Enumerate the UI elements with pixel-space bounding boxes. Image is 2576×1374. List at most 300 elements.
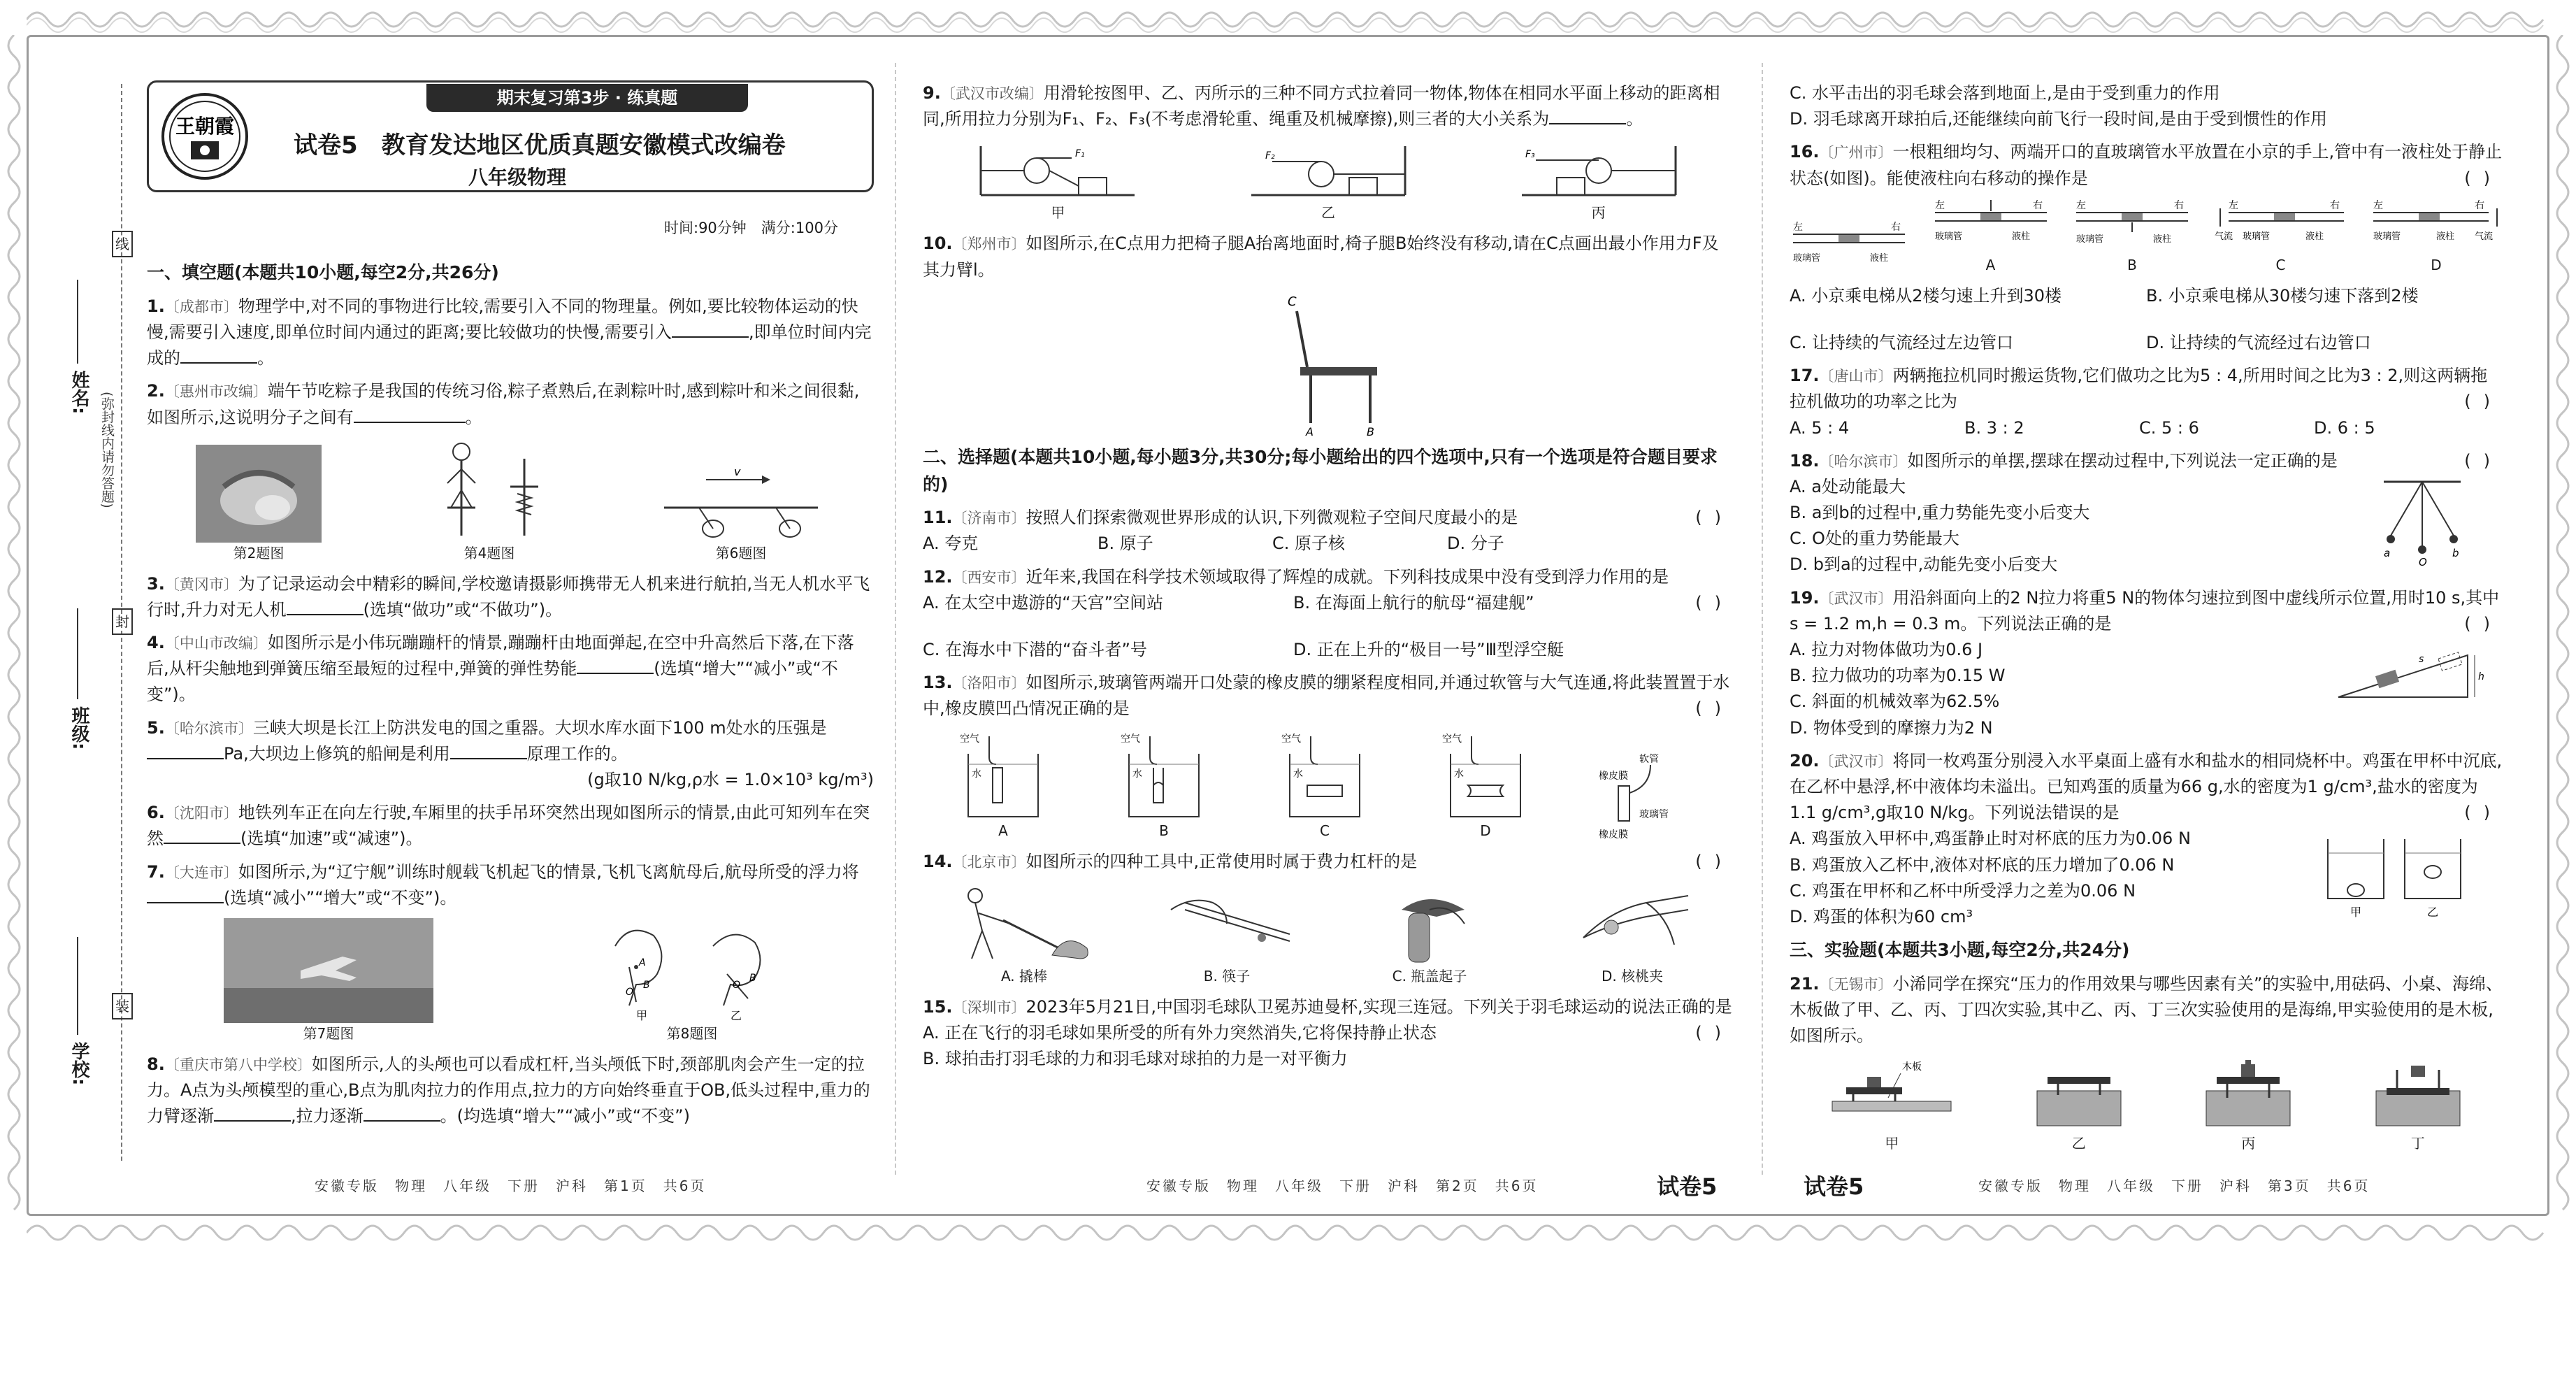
figure-q13 (923, 729, 1734, 842)
question-number: 19. (1790, 587, 1820, 608)
beaker-d[interactable] (1437, 729, 1534, 842)
question-10 (923, 231, 1734, 282)
question-number: 7. (147, 861, 165, 882)
paper-subject: 八年级物理 (468, 166, 567, 189)
question-text: 。 (1626, 109, 1643, 129)
question-source: 〔哈尔滨市〕 (164, 720, 253, 737)
figure-label: D (1480, 822, 1491, 839)
bottle-opener-icon (1360, 882, 1499, 966)
option-d[interactable]: D. b到a的过程中,动能先变小后变大 (1790, 554, 2058, 575)
svg-text:O: O (626, 986, 634, 998)
question-source: 〔大连市〕 (164, 864, 238, 881)
egg-beakers-icon (2321, 829, 2475, 919)
chopsticks-icon (1157, 882, 1297, 966)
question-source: 〔武汉市〕 (1819, 589, 1893, 607)
direction-label: 右 (2174, 199, 2184, 211)
figure-label: C (1320, 822, 1330, 839)
air-label: 空气 (1121, 733, 1140, 745)
option-b[interactable]: B. a到b的过程中,重力势能先变小后变大 (1790, 503, 2090, 523)
svg-text:h: h (2478, 671, 2484, 682)
question-number: 16. (1790, 142, 1820, 162)
question-source: 〔武汉市改编〕 (940, 85, 1044, 102)
question-text: (选填“加速”或“减速”)。 (240, 829, 423, 849)
question-number: 17. (1790, 366, 1820, 386)
figure-label: 丙 (2241, 1135, 2256, 1152)
head-lever-icon (587, 918, 797, 1023)
svg-text:B: B (1367, 424, 1374, 437)
air-label: 空气 (960, 733, 979, 745)
option-a[interactable]: A. 夸克 (923, 534, 979, 554)
figure-q2 (196, 445, 322, 564)
tube-figure-b[interactable] (2073, 199, 2192, 276)
answer-blank[interactable] (147, 887, 224, 903)
option-b[interactable]: B. 鸡蛋放入乙杯中,液体对杯底的压力增加了0.06 N (1790, 854, 2175, 875)
pulley-icon (974, 139, 1142, 202)
figure-caption: 第8题图 (666, 1024, 718, 1042)
option-d[interactable]: D. 6 : 5 (2314, 417, 2375, 438)
figure-q4 (419, 438, 559, 564)
tube-label: 玻璃管 (2373, 231, 2401, 242)
question-text: ,拉力逐渐 (291, 1106, 364, 1126)
option-a[interactable]: A. 5 : 4 (1790, 417, 1850, 438)
question-number: 4. (147, 633, 165, 653)
question-text: 如图所示,为“辽宁舰”训练时舰载飞机起飞的情景,飞机飞离航母后,航母所受的浮力将 (238, 861, 859, 882)
option-b[interactable]: B. 3 : 2 (1964, 417, 2024, 438)
option-d[interactable]: D. 分子 (1447, 534, 1504, 554)
question-source: 〔唐山市〕 (1819, 368, 1893, 385)
question-source: 〔洛阳市〕 (952, 675, 1026, 692)
tube-figure-c[interactable] (2215, 199, 2347, 276)
question-20 (1790, 748, 2503, 930)
question-number: 5. (147, 717, 165, 738)
answer-blank[interactable] (672, 321, 749, 338)
question-text: 如图所示,玻璃管两端开口处蒙的橡皮膜的绷紧程度相同,并通过软管与大气连通,将此装置置于水中,橡皮膜凹凸情况正确的是 (923, 673, 1730, 719)
question-16 (1790, 139, 2503, 191)
crowbar-icon (954, 882, 1094, 966)
column-divider-1 (895, 63, 896, 1175)
wavy-border-right (2552, 35, 2574, 1216)
direction-label: 左 (2076, 199, 2086, 211)
question-11 (923, 505, 1734, 557)
answer-paren[interactable]: () (1695, 851, 1734, 871)
paper-label-right: 试卷5 (1804, 1173, 1864, 1200)
option-c: C. 瓶盖起子 (1392, 967, 1467, 985)
answer-paren[interactable]: () (1695, 699, 1734, 719)
svg-text:A: A (639, 957, 646, 968)
wavy-border-left (3, 35, 25, 1216)
zongzi-photo-icon (196, 445, 322, 543)
nutcracker-icon (1562, 882, 1702, 966)
liquid-label: 液柱 (1870, 252, 1889, 264)
question-number: 18. (1790, 450, 1820, 471)
question-text: 如图所示是小伟玩蹦蹦杆的情景,蹦蹦杆由地面弹起,在空中升高然后下落,在下落后,从杆尖触地到弹簧压缩至最短的过程中,弹簧的弹性势能 (147, 633, 854, 679)
answer-blank[interactable] (147, 743, 224, 759)
figure-label: B (1159, 822, 1169, 839)
question-number: 11. (923, 508, 953, 528)
answer-blank[interactable] (364, 1105, 440, 1122)
paper-label-left: 试卷5 (1657, 1173, 1718, 1200)
option-b[interactable]: B. 拉力做功的功率为0.15 W (1790, 666, 2006, 686)
glass-tube-icon (1597, 751, 1702, 842)
tool-nutcracker[interactable] (1562, 882, 1702, 987)
glass-tube-legend (1597, 751, 1702, 842)
option-c[interactable]: C. 原子核 (1272, 534, 1346, 554)
beaker-icon (1437, 729, 1534, 820)
school-field[interactable] (77, 937, 78, 1035)
direction-label: 右 (2032, 199, 2043, 211)
question-5 (147, 715, 874, 794)
board-label: 木板 (1902, 1061, 1922, 1073)
option-c[interactable]: C. 5 : 6 (2139, 417, 2199, 438)
tube-figure-d[interactable] (2370, 199, 2503, 276)
question-text: 如图所示的四种工具中,正常使用时属于费力杠杆的是 (1026, 851, 1418, 871)
question-text: (选填“做功”或“不做功”)。 (363, 599, 563, 620)
answer-blank[interactable] (1549, 108, 1626, 124)
tool-bottle-opener[interactable] (1360, 882, 1499, 987)
section-experiment-heading: 三、实验题(本题共3小题,每空2分,共24分) (1790, 940, 2130, 961)
seal-mark-line: 线 (112, 231, 133, 257)
train-handle-icon (657, 466, 825, 543)
question-number: 13. (923, 673, 953, 693)
question-18 (1790, 448, 2503, 578)
question-source: 〔成都市〕 (164, 298, 238, 315)
figure-q7 (224, 918, 433, 1045)
svg-text:B: B (643, 979, 650, 991)
question-text: 地铁列车正在向左行驶,车厢里的扶手吊环突然出现如图所示的情景,由此可知列车在突然 (147, 803, 870, 849)
question-text: 将同一枚鸡蛋分别浸入水平桌面上盛有水和盐水的相同烧杯中。鸡蛋在甲杯中沉底,在乙杯中悬浮,杯中液体均未溢出。已知鸡蛋的质量为66 g,水的密度为1 g/cm³,盐水的密度为1.1 g/cm³,g取10 N/kg。下列说法错误的是 (1790, 750, 2503, 823)
school-label: 学校: (69, 1042, 89, 1086)
question-number: 1. (147, 296, 165, 316)
svg-text:v: v (734, 465, 741, 478)
answer-paren[interactable]: () (2464, 613, 2503, 634)
glass-tube-icon (2215, 199, 2347, 255)
svg-text:C: C (1288, 294, 1297, 309)
option-a[interactable]: A. a处动能最大 (1790, 476, 1906, 496)
question-note: (g取10 N/kg,ρ水 = 1.0×10³ kg/m³) (587, 770, 874, 789)
weighted-table-icon (2199, 1056, 2297, 1133)
option-a[interactable]: A. 鸡蛋放入甲杯中,鸡蛋静止时对杯底的压力为0.06 N (1790, 829, 2191, 849)
air-label: 空气 (1281, 733, 1301, 745)
question-text: 按照人们探索微观世界形成的认识,下列微观粒子空间尺度最小的是 (1026, 508, 1518, 528)
figure-label: 乙 (2427, 905, 2439, 919)
option-d: D. 核桃夹 (1601, 967, 1664, 985)
question-text: 物理学中,对不同的事物进行比较,需要引入不同的物理量。例如,要比较物体运动的快慢,需要引入速度,即单位时间内通过的距离;要比较做功的快慢,需要引入 (147, 296, 858, 342)
wavy-border-top (27, 6, 2549, 34)
svg-text:F₁: F₁ (1075, 148, 1085, 160)
svg-text:B: B (749, 972, 756, 984)
question-text: (选填“减小”“增大”或“不变”)。 (224, 887, 457, 908)
film-label: 橡皮膜 (1599, 829, 1628, 840)
tool-crowbar[interactable] (954, 882, 1094, 987)
question-source: 〔中山市改编〕 (164, 635, 268, 652)
direction-label: 右 (2475, 199, 2484, 211)
figure-q16 (1790, 199, 2503, 276)
figure-label: 丙 (1591, 204, 1606, 222)
figure-caption: 第7题图 (303, 1024, 354, 1042)
pogo-stick-icon (419, 438, 559, 543)
question-number: 6. (147, 803, 165, 823)
liquid-label: 液柱 (2436, 231, 2455, 242)
option-d[interactable]: D. 让持续的气流经过右边管口 (2146, 332, 2371, 352)
question-text: 。 (465, 407, 482, 427)
paper-title: 试卷5 教育发达地区优质真题安徽模式改编卷 (294, 131, 786, 159)
question-text: 如图所示,在C点用力把椅子腿A抬离地面时,椅子腿B始终没有移动,请在C点画出最小作用力F及其力臂l。 (923, 234, 1719, 280)
seal-mark-seal: 封 (112, 608, 133, 635)
question-source: 〔黄冈市〕 (164, 575, 238, 593)
page-footer-1: 安徽专版 物理 八年级 下册 沪科 第1页 共6页 (315, 1178, 707, 1194)
water-label: 水 (1454, 768, 1464, 780)
figure-label: 乙 (1321, 204, 1335, 222)
liquid-label: 液柱 (2011, 231, 2030, 242)
beaker-icon (1276, 729, 1374, 820)
column-page-1 (147, 255, 874, 1374)
question-2 (147, 378, 874, 430)
figure-label: 丁 (2410, 1135, 2425, 1152)
option-a[interactable]: A. 在太空中遨游的“天宫”空间站 (923, 592, 1164, 613)
answer-paren[interactable]: () (1695, 1022, 1734, 1043)
airflow-label: 气流 (2475, 231, 2494, 242)
question-text: 三峡大坝是长江上防洪发电的国之重器。大坝水库水面下100 m处水的压强是 (252, 717, 827, 738)
direction-label: 左 (2373, 199, 2383, 211)
svg-text:s: s (2419, 653, 2424, 665)
liquid-label: 液柱 (2305, 231, 2324, 242)
question-16-options (1790, 283, 2503, 356)
svg-text:O: O (733, 979, 741, 991)
answer-blank[interactable] (450, 743, 527, 759)
question-number: 20. (1790, 750, 1820, 771)
time-score-line: 时间:90分钟 满分:100分 (664, 220, 838, 236)
question-number: 2. (147, 381, 165, 401)
figure-row-1 (147, 438, 874, 564)
svg-text:F₂: F₂ (1265, 150, 1275, 162)
option-a: A. 撬棒 (1000, 967, 1048, 985)
answer-paren[interactable]: () (1695, 592, 1734, 613)
option-c[interactable]: C. 水平击出的羽毛球会落到地面上,是由于受到重力的作用 (1790, 83, 2220, 103)
glass-tube-icon (1790, 220, 1908, 276)
question-3 (147, 571, 874, 623)
class-label: 班级: (69, 706, 89, 750)
incline-icon (2335, 634, 2489, 704)
question-source: 〔武汉市〕 (1819, 752, 1893, 770)
figure-caption: 第4题图 (463, 544, 515, 561)
table-on-sponge-icon (2030, 1056, 2128, 1133)
figure-label: 甲 (1051, 204, 1065, 222)
pulley-icon (1515, 139, 1683, 202)
question-4 (147, 630, 874, 708)
option-b[interactable]: B. 小京乘电梯从30楼匀速下落到2楼 (2146, 285, 2419, 306)
question-text: Pa,大坝边上修筑的船闸是利用 (224, 743, 450, 764)
name-label: 姓名: (69, 371, 89, 415)
svg-text:O: O (2419, 555, 2427, 567)
section-choice-heading: 二、选择题(本题共10小题,每小题3分,共30分;每小题给出的四个选项中,只有一个选项是符合题目要求的) (923, 446, 1718, 494)
beaker-icon (1115, 729, 1213, 820)
water-label: 水 (1293, 768, 1303, 780)
beaker-c[interactable] (1276, 729, 1374, 842)
experiment-b (2030, 1056, 2128, 1154)
question-text: 近年来,我国在科学技术领域取得了辉煌的成就。下列科技成果中没有受到浮力作用的是 (1026, 566, 1669, 587)
film-label: 橡皮膜 (1599, 770, 1628, 782)
figure-label: 甲 (2350, 905, 2362, 919)
answer-paren[interactable]: () (2464, 168, 2503, 188)
table-on-board-icon (1825, 1056, 1958, 1133)
option-d[interactable]: D. 正在上升的“极目一号”Ⅲ型浮空艇 (1293, 640, 1564, 659)
option-c[interactable]: C. 斜面的机械效率为62.5% (1790, 692, 2000, 712)
tube-label: 软管 (1639, 753, 1659, 765)
figure-q21 (1790, 1056, 2503, 1154)
question-source: 〔惠州市改编〕 (164, 383, 268, 401)
question-12 (923, 564, 1734, 664)
direction-label: 左 (1934, 199, 1945, 211)
page-footer-3: 安徽专版 物理 八年级 下册 沪科 第3页 共6页 (1978, 1178, 2370, 1194)
figure-chair (923, 290, 1734, 437)
pendulum-icon (2370, 476, 2475, 567)
option-d[interactable]: D. 羽毛球离开球拍后,还能继续向前飞行一段时间,是由于受到惯性的作用 (1790, 109, 2327, 129)
answer-blank[interactable] (287, 599, 364, 615)
option-b[interactable]: B. 球拍击打羽毛球的力和羽毛球对球拍的力是一对平衡力 (923, 1049, 1348, 1069)
question-1 (147, 294, 874, 372)
answer-blank[interactable] (354, 406, 466, 423)
tube-label: 玻璃管 (2076, 234, 2104, 245)
svg-text:F₃: F₃ (1525, 149, 1535, 161)
column-page-2 (923, 80, 1734, 1199)
question-19 (1790, 585, 2503, 741)
question-text: 一根粗细均匀、两端开口的直玻璃管水平放置在小京的手上,管中有一液柱处于静止状态(如图)。能使液柱向右移动的操作是 (1790, 142, 2503, 188)
question-source: 〔哈尔滨市〕 (1819, 452, 1908, 470)
pulley-figure-a (974, 139, 1142, 224)
section-fill-heading: 一、填空题(本题共10小题,每空2分,共26分) (147, 262, 499, 282)
figure-label: 甲 (636, 1008, 648, 1022)
question-source: 〔重庆市第八中学校〕 (164, 1056, 312, 1073)
question-source: 〔西安市〕 (952, 568, 1026, 586)
question-text: 如图所示,人的头颅也可以看成杠杆,当头颅低下时,颈部肌肉会产生一定的拉力。A点为头颅模型的重心,B点为肌肉拉力的作用点,拉力的方向始终垂直于OB,低头过程中,重力的力臂逐渐 (147, 1054, 870, 1126)
question-text: 用沿斜面向上的2 N拉力将重5 N的物体匀速拉到图中虚线所示位置,用时10 s,其中s = 1.2 m,h = 0.3 m。下列说法正确的是 (1790, 587, 2500, 634)
question-text: 。(均选填“增大”“减小”或“不变”) (440, 1106, 690, 1126)
glass-label: 玻璃管 (1639, 808, 1669, 820)
option-c[interactable]: C. 让持续的气流经过左边管口 (1790, 332, 2014, 352)
pulley-icon (1244, 139, 1412, 202)
inverted-table-icon (2369, 1056, 2467, 1133)
question-text: 为了记录运动会中精彩的瞬间,学校邀请摄影师携带无人机来进行航拍,当无人机水平飞行时,升力对无人机 (147, 573, 870, 620)
question-9 (923, 80, 1734, 132)
question-17 (1790, 363, 2503, 441)
figure-label: A (998, 822, 1008, 839)
question-text: (选填“增大”“减小”或“不变”)。 (147, 659, 838, 705)
name-field[interactable] (77, 280, 78, 364)
answer-paren[interactable]: () (2464, 450, 2503, 471)
tube-label: 玻璃管 (2242, 231, 2270, 242)
answer-paren[interactable]: () (2464, 392, 2503, 412)
question-text: 两辆拖拉机同时搬运货物,它们做功之比为5 : 4,所用时间之比为3 : 2,则这两辆拖拉机做功的功率之比为 (1790, 366, 2488, 412)
figure-label: C (2275, 256, 2286, 273)
svg-text:A: A (1306, 424, 1314, 437)
question-source: 〔广州市〕 (1819, 144, 1893, 162)
answer-blank[interactable] (577, 657, 654, 674)
review-banner: 期末复习第3步 · 练真题 (426, 84, 748, 112)
glass-tube-icon (2073, 199, 2192, 255)
figure-row-2 (147, 918, 874, 1045)
figure-q6 (657, 466, 825, 564)
option-d[interactable]: D. 物体受到的摩擦力为2 N (1790, 717, 1993, 738)
glass-tube-icon (1931, 199, 2050, 255)
pulley-figure-c (1515, 139, 1683, 224)
seal-mark-bind: 装 (112, 993, 133, 1019)
question-number: 3. (147, 573, 165, 594)
question-source: 〔沈阳市〕 (164, 805, 238, 822)
option-b[interactable]: B. 原子 (1098, 534, 1153, 554)
question-number: 12. (923, 566, 953, 587)
question-number: 9. (923, 83, 941, 103)
option-c[interactable]: C. 鸡蛋在甲杯和乙杯中所受浮力之差为0.06 N (1790, 880, 2136, 901)
beaker-a[interactable] (954, 729, 1052, 842)
beaker-b[interactable] (1115, 729, 1213, 842)
option-b[interactable]: B. 在海面上航行的航母“福建舰” (1293, 592, 1534, 613)
tool-chopsticks[interactable] (1157, 882, 1297, 987)
option-c[interactable]: C. O处的重力势能最大 (1790, 529, 1959, 549)
experiment-c (2199, 1056, 2297, 1154)
answer-blank[interactable] (214, 1105, 291, 1122)
pulley-figure-b (1244, 139, 1412, 224)
aircraft-carrier-photo-icon (224, 918, 433, 1023)
figure-label: 乙 (731, 1008, 742, 1022)
direction-label: 右 (2329, 199, 2340, 211)
answer-paren[interactable]: () (2464, 803, 2503, 823)
tube-label: 玻璃管 (1934, 231, 1962, 242)
brand-logo-text: 王朝霞 (175, 115, 235, 138)
figure-q14 (923, 882, 1734, 987)
liquid-label: 液柱 (2153, 234, 2172, 245)
direction-label: 右 (1891, 221, 1901, 233)
option-a[interactable]: A. 拉力对物体做功为0.6 J (1790, 640, 1983, 659)
question-text: 如图所示的单摆,摆球在摆动过程中,下列说法一定正确的是 (1907, 450, 2338, 471)
figure-label: 乙 (2071, 1135, 2086, 1152)
figure-caption: 第6题图 (715, 544, 767, 561)
tube-figure-a[interactable] (1931, 199, 2050, 276)
question-source: 〔北京市〕 (952, 853, 1026, 871)
question-text: 2023年5月21日,中国羽毛球队卫冕苏迪曼杯,实现三连冠。下列关于羽毛球运动的说法正确的是 (1026, 996, 1732, 1017)
class-field[interactable] (77, 608, 78, 699)
question-source: 〔郑州市〕 (952, 236, 1026, 253)
airflow-label: 气流 (2214, 231, 2233, 242)
question-14 (923, 849, 1734, 875)
option-d[interactable]: D. 鸡蛋的体积为60 cm³ (1790, 906, 1973, 926)
question-source: 〔无锡市〕 (1819, 975, 1893, 993)
figure-label: A (1985, 256, 1996, 273)
question-8 (147, 1052, 874, 1130)
option-a[interactable]: A. 正在飞行的羽毛球如果所受的所有外力突然消失,它将保持静止状态 (923, 1022, 1437, 1043)
glass-tube-icon (2370, 199, 2503, 255)
chair-icon[interactable] (1258, 290, 1398, 437)
figure-pulleys (923, 139, 1734, 224)
question-number: 10. (923, 234, 953, 254)
answer-blank[interactable] (180, 347, 257, 364)
question-number: 14. (923, 851, 953, 871)
figure-label: 甲 (1885, 1135, 1899, 1152)
question-text: 用滑轮按图甲、乙、丙所示的三种不同方式拉着同一物体,物体在相同水平面上移动的距离相同,所用拉力分别为F₁、F₂、F₃(不考虑滑轮重、绳重及机械摩擦),则三者的大小关系为 (923, 83, 1720, 129)
experiment-d (2369, 1056, 2467, 1154)
question-6 (147, 800, 874, 852)
answer-blank[interactable] (164, 827, 240, 844)
svg-text:a: a (2384, 546, 2391, 559)
question-number: 15. (923, 996, 953, 1017)
question-text: 原理工作的。 (526, 743, 628, 764)
air-label: 空气 (1442, 733, 1462, 745)
question-text: 端午节吃粽子是我国的传统习俗,粽子煮熟后,在剥粽叶时,感到粽叶和米之间很黏,如图所示,这说明分子之间有 (147, 381, 860, 427)
question-source: 〔济南市〕 (952, 510, 1026, 527)
option-a[interactable]: A. 小京乘电梯从2楼匀速上升到30楼 (1790, 285, 2062, 306)
option-c[interactable]: C. 在海水中下潜的“奋斗者”号 (923, 640, 1147, 659)
answer-paren[interactable]: () (1695, 508, 1734, 528)
figure-q8 (587, 918, 797, 1045)
